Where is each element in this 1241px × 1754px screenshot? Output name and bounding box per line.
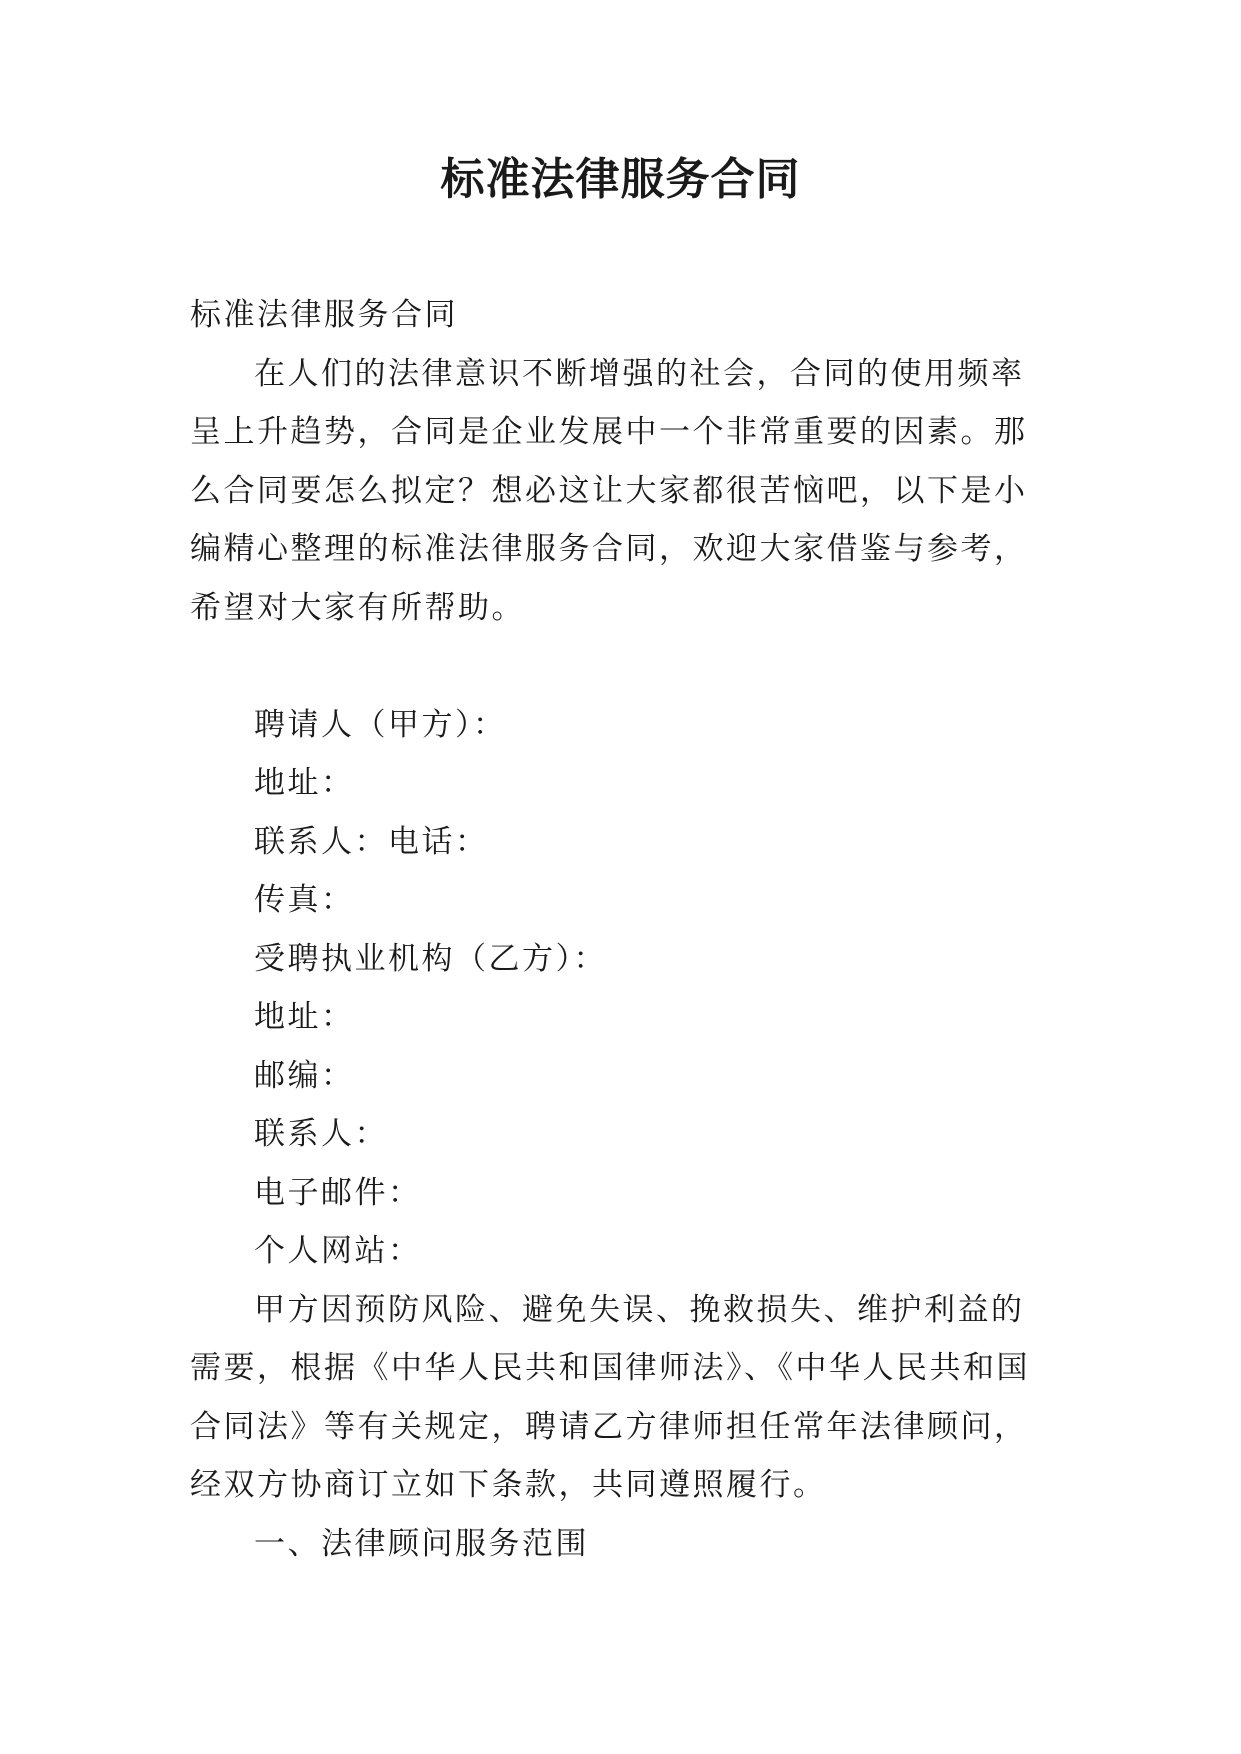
- party-b-website: 个人网站：: [254, 1233, 422, 1269]
- section-heading: 一、法律顾问服务范围: [254, 1525, 589, 1562]
- blank-line: [190, 637, 1056, 696]
- preamble-paragraph: 甲方因预防风险、避免失误、挽救损失、维护利益的需要，根据《中华人民共和国律师法》、《中华人民共和国合同法》等有关规定，聘请乙方律师担任常年法律顾问，经双方协商订立如下条款，共同遵照履行。: [190, 1291, 1030, 1503]
- intro-paragraph: 在人们的法律意识不断增强的社会，合同的使用频率呈上升趋势，合同是企业发展中一个非常重要的因素。那么合同要怎么拟定？想必这让大家都很苦恼吧，以下是小编精心整理的标准法律服务合同，欢迎大家借鉴与参考，希望对大家有所帮助。: [190, 355, 1028, 626]
- party-a-label: 聘请人（甲方）：: [254, 706, 507, 743]
- party-b-contact: 联系人：: [254, 1116, 388, 1152]
- document-body: [190, 286, 1056, 1573]
- party-b-label: 受聘执业机构（乙方）：: [254, 940, 607, 977]
- party-b-address: 地址：: [254, 999, 355, 1035]
- party-a-contact-phone: 联系人：电话：: [254, 823, 489, 860]
- party-b-email: 电子邮件：: [254, 1174, 422, 1211]
- party-b-postcode: 邮编：: [254, 1057, 355, 1094]
- document-subtitle: 标准法律服务合同: [190, 297, 458, 333]
- party-a-address: 地址：: [254, 765, 355, 801]
- document-title: 标准法律服务合同: [440, 154, 801, 205]
- party-a-fax: 传真：: [254, 882, 355, 918]
